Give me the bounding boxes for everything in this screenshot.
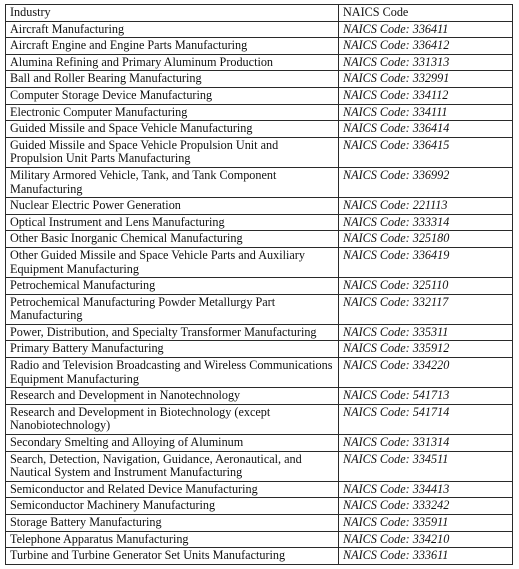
naics-code-cell: NAICS Code: 335311 <box>339 324 513 341</box>
industry-cell: Other Basic Inorganic Chemical Manufacturing <box>6 231 339 248</box>
table-row <box>6 548 513 565</box>
industry-cell: Aircraft Manufacturing <box>6 21 339 38</box>
naics-industry-table <box>5 4 513 565</box>
naics-code-cell: NAICS Code: 325180 <box>339 231 513 248</box>
naics-code-cell: NAICS Code: 332991 <box>339 71 513 88</box>
naics-code-cell: NAICS Code: 335912 <box>339 341 513 358</box>
industry-cell: Ball and Roller Bearing Manufacturing <box>6 71 339 88</box>
table-row <box>6 137 513 167</box>
industry-cell: Radio and Television Broadcasting and Wireless Communications Equipment Manufacturing <box>6 358 339 388</box>
naics-code-cell: NAICS Code: 333242 <box>339 498 513 515</box>
industry-cell: Research and Development in Nanotechnology <box>6 388 339 405</box>
table-row <box>6 294 513 324</box>
industry-cell: Computer Storage Device Manufacturing <box>6 87 339 104</box>
table-header-row <box>6 5 513 22</box>
industry-cell: Guided Missile and Space Vehicle Manufacturing <box>6 121 339 138</box>
naics-code-cell: NAICS Code: 221113 <box>339 198 513 215</box>
industry-cell: Telephone Apparatus Manufacturing <box>6 531 339 548</box>
industry-cell: Petrochemical Manufacturing Powder Metallurgy Part Manufacturing <box>6 294 339 324</box>
naics-code-cell: NAICS Code: 336414 <box>339 121 513 138</box>
industry-cell: Search, Detection, Navigation, Guidance, Aeronautical, and Nautical System and Instrument Manufacturing <box>6 451 339 481</box>
industry-cell: Aircraft Engine and Engine Parts Manufacturing <box>6 38 339 55</box>
naics-code-cell: NAICS Code: 334413 <box>339 481 513 498</box>
naics-code-cell: NAICS Code: 333314 <box>339 214 513 231</box>
table-row <box>6 358 513 388</box>
industry-cell: Alumina Refining and Primary Aluminum Production <box>6 54 339 71</box>
table-row <box>6 121 513 138</box>
industry-cell: Secondary Smelting and Alloying of Aluminum <box>6 435 339 452</box>
industry-cell: Electronic Computer Manufacturing <box>6 104 339 121</box>
table-row <box>6 451 513 481</box>
table-row <box>6 435 513 452</box>
industry-cell: Semiconductor and Related Device Manufacturing <box>6 481 339 498</box>
industry-column-header: Industry <box>6 5 339 22</box>
naics-code-cell: NAICS Code: 336992 <box>339 167 513 197</box>
table-row <box>6 21 513 38</box>
naics-code-cell: NAICS Code: 334210 <box>339 531 513 548</box>
naics-code-cell: NAICS Code: 334111 <box>339 104 513 121</box>
industry-cell: Other Guided Missile and Space Vehicle Parts and Auxiliary Equipment Manufacturing <box>6 247 339 277</box>
naics-code-cell: NAICS Code: 541713 <box>339 388 513 405</box>
industry-cell: Military Armored Vehicle, Tank, and Tank Component Manufacturing <box>6 167 339 197</box>
naics-code-cell: NAICS Code: 336411 <box>339 21 513 38</box>
table-row <box>6 531 513 548</box>
industry-cell: Turbine and Turbine Generator Set Units Manufacturing <box>6 548 339 565</box>
table-row <box>6 87 513 104</box>
industry-cell: Optical Instrument and Lens Manufacturing <box>6 214 339 231</box>
naics-code-cell: NAICS Code: 336412 <box>339 38 513 55</box>
naics-code-cell: NAICS Code: 334112 <box>339 87 513 104</box>
naics-code-cell: NAICS Code: 334511 <box>339 451 513 481</box>
naics-code-cell: NAICS Code: 335911 <box>339 515 513 532</box>
table-row <box>6 404 513 434</box>
industry-cell: Semiconductor Machinery Manufacturing <box>6 498 339 515</box>
naics-code-cell: NAICS Code: 331313 <box>339 54 513 71</box>
table-row <box>6 341 513 358</box>
table-row <box>6 278 513 295</box>
table-row <box>6 104 513 121</box>
naics-code-cell: NAICS Code: 541714 <box>339 404 513 434</box>
naics-code-cell: NAICS Code: 333611 <box>339 548 513 565</box>
naics-code-cell: NAICS Code: 331314 <box>339 435 513 452</box>
table-row <box>6 324 513 341</box>
table-row <box>6 54 513 71</box>
industry-cell: Storage Battery Manufacturing <box>6 515 339 532</box>
naics-code-cell: NAICS Code: 325110 <box>339 278 513 295</box>
industry-cell: Guided Missile and Space Vehicle Propulsion Unit and Propulsion Unit Parts Manufacturing <box>6 137 339 167</box>
table-row <box>6 247 513 277</box>
table-row <box>6 498 513 515</box>
industry-cell: Petrochemical Manufacturing <box>6 278 339 295</box>
naics-code-cell: NAICS Code: 334220 <box>339 358 513 388</box>
table-row <box>6 214 513 231</box>
naics-code-column-header: NAICS Code <box>339 5 513 22</box>
table-row <box>6 198 513 215</box>
naics-code-cell: NAICS Code: 332117 <box>339 294 513 324</box>
naics-code-cell: NAICS Code: 336419 <box>339 247 513 277</box>
table-row <box>6 515 513 532</box>
table-row <box>6 388 513 405</box>
industry-cell: Nuclear Electric Power Generation <box>6 198 339 215</box>
industry-cell: Primary Battery Manufacturing <box>6 341 339 358</box>
table-row <box>6 71 513 88</box>
table-row <box>6 231 513 248</box>
table-row <box>6 38 513 55</box>
industry-cell: Research and Development in Biotechnology (except Nanobiotechnology) <box>6 404 339 434</box>
table-row <box>6 481 513 498</box>
table-row <box>6 167 513 197</box>
naics-code-cell: NAICS Code: 336415 <box>339 137 513 167</box>
industry-cell: Power, Distribution, and Specialty Transformer Manufacturing <box>6 324 339 341</box>
